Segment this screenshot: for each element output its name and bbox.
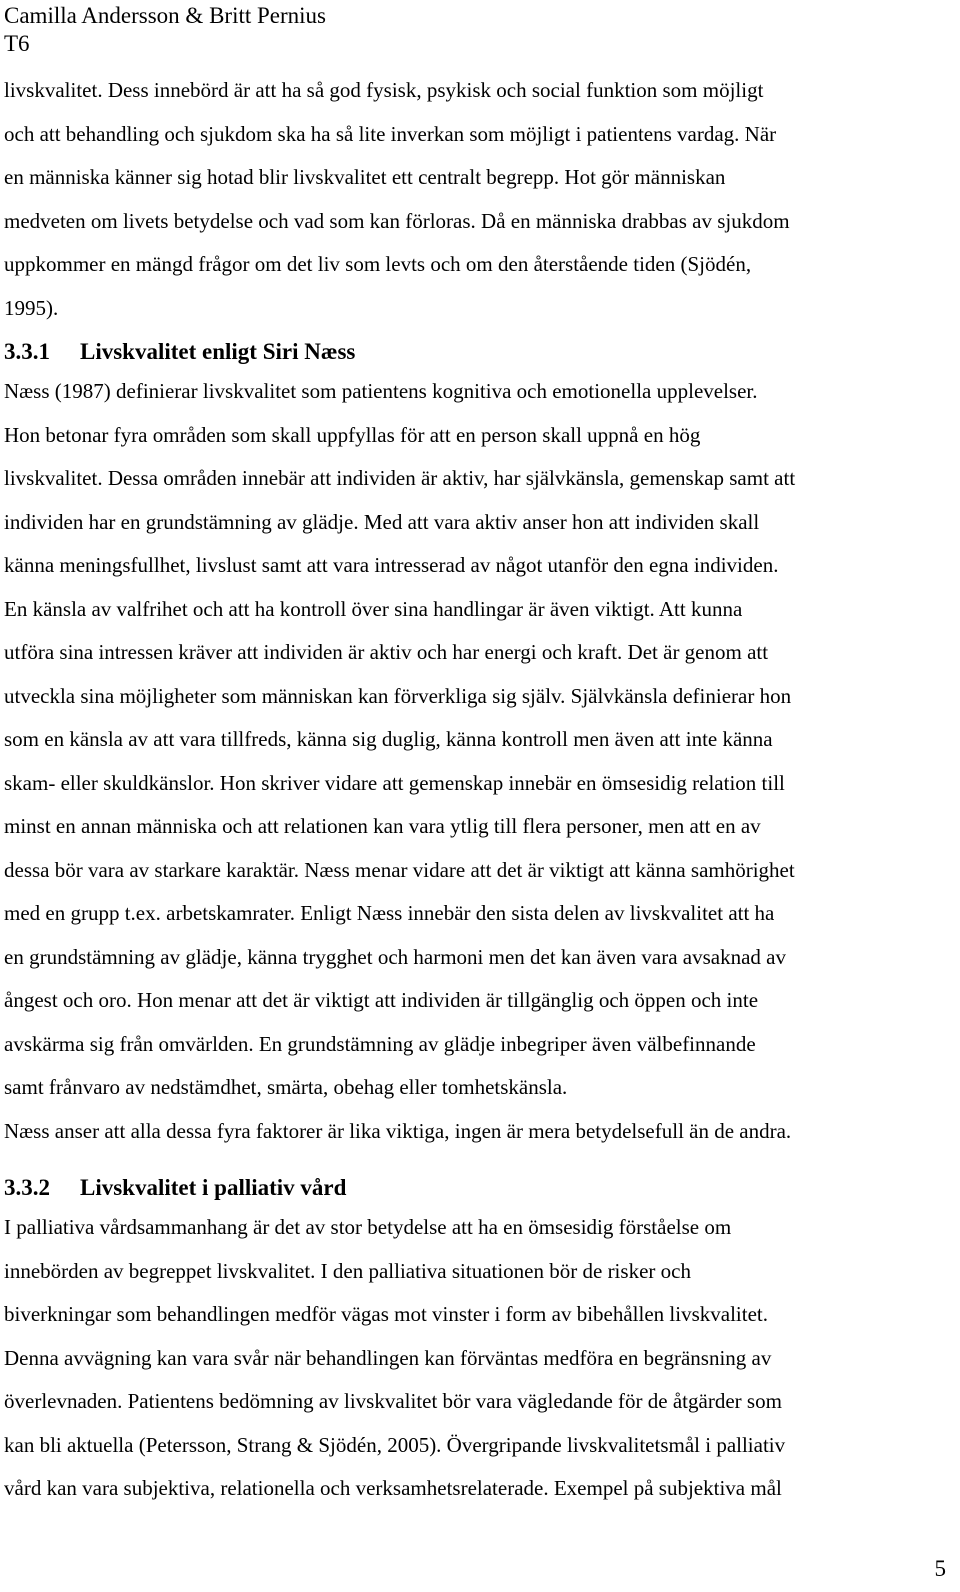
text-line: avskärma sig från omvärlden. En grundstämning av glädje inbegriper även välbefinnande: [4, 1031, 756, 1056]
section-title: Livskvalitet i palliativ vård: [80, 1175, 347, 1200]
text-line: och att behandling och sjukdom ska ha så lite inverkan som möjligt i patientens vardag. När: [4, 121, 777, 146]
text-line: kan bli aktuella (Petersson, Strang & Sjödén, 2005). Övergripande livskvalitetsmål i palliativ: [4, 1432, 786, 1457]
text-line: dessa bör vara av starkare karaktär. Næss menar vidare att det är viktigt att känna samhörighet: [4, 857, 795, 882]
header-code: T6: [4, 31, 30, 56]
text-line: med en grupp t.ex. arbetskamrater. Enligt Næss innebär den sista delen av livskvalitet att ha: [4, 901, 775, 925]
page-number: 5: [934, 1556, 946, 1581]
text-line: ångest och oro. Hon menar att det är viktigt att individen är tillgänglig och öppen och inte: [4, 988, 759, 1012]
text-line: En känsla av valfrihet och att ha kontroll över sina handlingar är även viktigt. Att kunna: [4, 596, 743, 621]
header-authors: Camilla Andersson & Britt Pernius: [4, 3, 326, 28]
section-title: Livskvalitet enligt Siri Næss: [80, 339, 356, 364]
text-line: uppkommer en mängd frågor om det liv som levts och om den återstående tiden (Sjödén,: [4, 252, 752, 276]
text-line: vård kan vara subjektiva, relationella och verksamhetsrelaterade. Exempel på subjektiva mål: [4, 1476, 782, 1500]
text-line: utföra sina intressen kräver att individen är aktiv och har energi och kraft. Det är genom att: [4, 640, 769, 664]
text-line: Denna avvägning kan vara svår när behandlingen kan förväntas medföra en begränsning av: [4, 1345, 772, 1370]
section-number: 3.3.1: [4, 339, 50, 364]
text-line: en grundstämning av glädje, känna trygghet och harmoni men det kan även vara avsaknad av: [4, 944, 786, 969]
naess-paragraph: [4, 370, 944, 1153]
text-line: biverkningar som behandlingen medför vägas mot vinster i form av bibehållen livskvalitet.: [4, 1302, 768, 1326]
text-line: livskvalitet. Dess innebörd är att ha så god fysisk, psykisk och social funktion som möjligt: [4, 78, 764, 102]
text-line: 1995).: [4, 295, 59, 320]
text-line: överlevnaden. Patientens bedömning av livskvalitet bör vara vägledande för de åtgärder som: [4, 1389, 782, 1413]
text-line: skam- eller skuldkänslor. Hon skriver vidare att gemenskap innebär en ömsesidig relation till: [4, 770, 785, 795]
palliative-paragraph: [4, 1206, 944, 1511]
text-line: innebörden av begreppet livskvalitet. I den palliativa situationen bör de risker och: [4, 1258, 691, 1283]
text-line: medveten om livets betydelse och vad som kan förloras. Då en människa drabbas av sjukdom: [4, 208, 790, 233]
text-line: individen har en grundstämning av glädje. Med att vara aktiv anser hon att individen skall: [4, 509, 760, 534]
text-line: livskvalitet. Dessa områden innebär att individen är aktiv, har självkänsla, gemenskap samt att: [4, 466, 796, 490]
section-number: 3.3.2: [4, 1175, 50, 1200]
section-heading-naess: [4, 334, 944, 370]
text-line: samt frånvaro av nedstämdhet, smärta, obehag eller tomhetskänsla.: [4, 1075, 568, 1099]
text-line: minst en annan människa och att relationen kan vara ytlig till flera personer, men att en av: [4, 814, 761, 838]
section-heading-palliative: [4, 1170, 944, 1206]
text-line: Næss (1987) definierar livskvalitet som patientens kognitiva och emotionella upplevelser.: [4, 379, 758, 403]
text-line: Hon betonar fyra områden som skall uppfyllas för att en person skall uppnå en hög: [4, 422, 701, 447]
intro-paragraph: [4, 69, 944, 330]
text-line: Næss anser att alla dessa fyra faktorer är lika viktiga, ingen är mera betydelsefull än de andra.: [4, 1118, 792, 1143]
document-body: [4, 69, 944, 1511]
text-line: en människa känner sig hotad blir livskvalitet ett centralt begrepp. Hot gör människan: [4, 165, 726, 189]
text-line: känna meningsfullhet, livslust samt att vara intresserad av något utanför den egna individen.: [4, 553, 779, 577]
text-line: utveckla sina möjligheter som människan kan förverkliga sig själv. Självkänsla definierar hon: [4, 683, 792, 708]
text-line: I palliativa vårdsammanhang är det av stor betydelse att ha en ömsesidig förståelse om: [4, 1215, 732, 1239]
text-line: som en känsla av att vara tillfreds, känna sig duglig, känna kontroll men även att inte känna: [4, 727, 773, 751]
page-header: [4, 2, 326, 58]
